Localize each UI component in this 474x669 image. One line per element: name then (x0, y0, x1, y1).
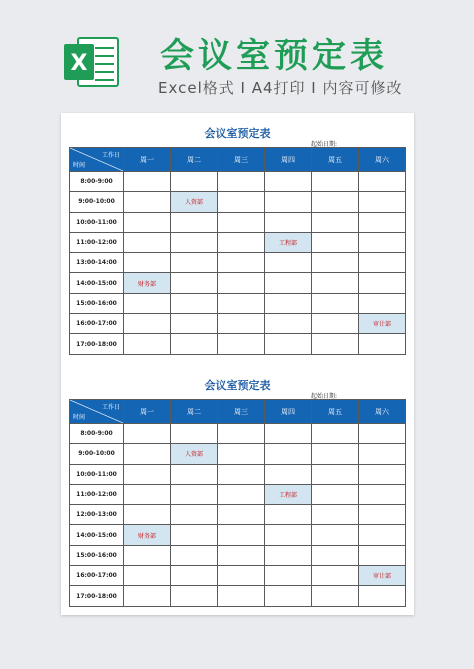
empty-slot-cell[interactable] (171, 273, 218, 293)
empty-slot-cell[interactable] (312, 444, 359, 464)
empty-slot-cell[interactable] (218, 232, 265, 252)
booking-cell[interactable]: 人资部 (171, 444, 218, 464)
empty-slot-cell[interactable] (218, 424, 265, 444)
table-row (70, 314, 406, 334)
empty-slot-cell[interactable] (218, 525, 265, 545)
table-row (70, 545, 406, 565)
empty-slot-cell[interactable] (171, 484, 218, 504)
empty-slot-cell[interactable] (171, 525, 218, 545)
empty-slot-cell[interactable] (218, 545, 265, 565)
time-slot-cell: 12:00-13:00 (70, 505, 124, 525)
empty-slot-cell[interactable] (312, 586, 359, 606)
empty-slot-cell[interactable] (359, 293, 406, 313)
day-header: 周四 (265, 400, 312, 424)
schedule-table (69, 399, 406, 607)
banner-subtitle: Excel格式 I A4打印 I 内容可修改 (158, 79, 403, 97)
empty-slot-cell[interactable] (171, 232, 218, 252)
empty-slot-cell[interactable] (312, 484, 359, 504)
day-header: 周六 (359, 400, 406, 424)
empty-slot-cell[interactable] (218, 505, 265, 525)
time-slot-cell: 17:00-18:00 (70, 586, 124, 606)
empty-slot-cell[interactable] (124, 464, 171, 484)
empty-slot-cell[interactable] (265, 566, 312, 586)
empty-slot-cell[interactable] (359, 232, 406, 252)
table-row (70, 505, 406, 525)
empty-slot-cell[interactable] (218, 293, 265, 313)
empty-slot-cell[interactable] (265, 293, 312, 313)
empty-slot-cell[interactable] (265, 545, 312, 565)
empty-slot-cell[interactable] (312, 314, 359, 334)
time-slot-cell: 8:00-9:00 (70, 424, 124, 444)
empty-slot-cell[interactable] (171, 566, 218, 586)
table-row (70, 566, 406, 586)
empty-slot-cell[interactable] (124, 212, 171, 232)
empty-slot-cell[interactable] (359, 505, 406, 525)
empty-slot-cell[interactable] (312, 424, 359, 444)
table-row (70, 232, 406, 252)
empty-slot-cell[interactable] (124, 253, 171, 273)
booking-cell[interactable]: 财务部 (124, 273, 171, 293)
table-row (70, 586, 406, 606)
time-slot-cell: 13:00-14:00 (70, 253, 124, 273)
empty-slot-cell[interactable] (171, 212, 218, 232)
empty-slot-cell[interactable] (218, 314, 265, 334)
empty-slot-cell[interactable] (359, 525, 406, 545)
day-header: 周五 (312, 148, 359, 172)
empty-slot-cell[interactable] (218, 484, 265, 504)
table-row (70, 464, 406, 484)
time-slot-cell: 15:00-16:00 (70, 293, 124, 313)
time-slot-cell: 14:00-15:00 (70, 525, 124, 545)
schedule-title: 会议室预定表 (204, 379, 271, 392)
empty-slot-cell[interactable] (312, 566, 359, 586)
empty-slot-cell[interactable] (312, 172, 359, 192)
empty-slot-cell[interactable] (265, 172, 312, 192)
empty-slot-cell[interactable] (124, 232, 171, 252)
time-slot-cell: 9:00-10:00 (70, 444, 124, 464)
table-row (70, 293, 406, 313)
empty-slot-cell[interactable] (218, 566, 265, 586)
booking-cell[interactable]: 人资部 (171, 192, 218, 212)
day-header: 周二 (171, 400, 218, 424)
day-header: 周五 (312, 400, 359, 424)
corner-time-label: 时间 (73, 162, 86, 169)
empty-slot-cell[interactable] (171, 545, 218, 565)
start-date-label: 起始日期: (311, 141, 338, 148)
time-slot-cell: 17:00-18:00 (70, 334, 124, 354)
template-banner (0, 0, 474, 110)
time-slot-cell: 10:00-11:00 (70, 464, 124, 484)
empty-slot-cell[interactable] (312, 505, 359, 525)
empty-slot-cell[interactable] (359, 424, 406, 444)
booking-cell[interactable]: 工程部 (265, 232, 312, 252)
booking-cell[interactable]: 审计部 (359, 314, 406, 334)
empty-slot-cell[interactable] (359, 192, 406, 212)
day-header: 周三 (218, 148, 265, 172)
table-row (70, 172, 406, 192)
empty-slot-cell[interactable] (218, 464, 265, 484)
empty-slot-cell[interactable] (124, 293, 171, 313)
time-slot-cell: 16:00-17:00 (70, 314, 124, 334)
empty-slot-cell[interactable] (171, 586, 218, 606)
booking-cell[interactable]: 审计部 (359, 566, 406, 586)
empty-slot-cell[interactable] (124, 586, 171, 606)
time-slot-cell: 10:00-11:00 (70, 212, 124, 232)
empty-slot-cell[interactable] (124, 334, 171, 354)
table-row (70, 273, 406, 293)
time-slot-cell: 11:00-12:00 (70, 232, 124, 252)
empty-slot-cell[interactable] (265, 424, 312, 444)
empty-slot-cell[interactable] (171, 464, 218, 484)
empty-slot-cell[interactable] (124, 424, 171, 444)
time-slot-cell: 14:00-15:00 (70, 273, 124, 293)
empty-slot-cell[interactable] (312, 464, 359, 484)
empty-slot-cell[interactable] (265, 525, 312, 545)
empty-slot-cell[interactable] (265, 212, 312, 232)
table-row (70, 484, 406, 504)
empty-slot-cell[interactable] (312, 192, 359, 212)
header-row (70, 148, 406, 172)
document-sheet (61, 113, 414, 615)
empty-slot-cell[interactable] (359, 212, 406, 232)
empty-slot-cell[interactable] (171, 505, 218, 525)
header-row (70, 400, 406, 424)
empty-slot-cell[interactable] (124, 505, 171, 525)
empty-slot-cell[interactable] (265, 273, 312, 293)
excel-icon (62, 36, 120, 88)
empty-slot-cell[interactable] (359, 484, 406, 504)
empty-slot-cell[interactable] (312, 334, 359, 354)
empty-slot-cell[interactable] (265, 505, 312, 525)
corner-header (70, 400, 124, 424)
empty-slot-cell[interactable] (218, 192, 265, 212)
empty-slot-cell[interactable] (265, 192, 312, 212)
booking-cell[interactable]: 工程部 (265, 484, 312, 504)
empty-slot-cell[interactable] (312, 273, 359, 293)
empty-slot-cell[interactable] (124, 314, 171, 334)
corner-header (70, 148, 124, 172)
empty-slot-cell[interactable] (218, 172, 265, 192)
time-slot-cell: 8:00-9:00 (70, 172, 124, 192)
empty-slot-cell[interactable] (124, 545, 171, 565)
empty-slot-cell[interactable] (312, 212, 359, 232)
empty-slot-cell[interactable] (265, 253, 312, 273)
empty-slot-cell[interactable] (265, 464, 312, 484)
table-row (70, 424, 406, 444)
time-slot-cell: 11:00-12:00 (70, 484, 124, 504)
empty-slot-cell[interactable] (359, 334, 406, 354)
empty-slot-cell[interactable] (124, 484, 171, 504)
empty-slot-cell[interactable] (218, 586, 265, 606)
empty-slot-cell[interactable] (171, 293, 218, 313)
empty-slot-cell[interactable] (359, 172, 406, 192)
empty-slot-cell[interactable] (171, 253, 218, 273)
empty-slot-cell[interactable] (171, 334, 218, 354)
corner-weekday-label: 工作日 (101, 152, 120, 159)
empty-slot-cell[interactable] (312, 232, 359, 252)
empty-slot-cell[interactable] (218, 273, 265, 293)
empty-slot-cell[interactable] (171, 314, 218, 334)
empty-slot-cell[interactable] (171, 424, 218, 444)
empty-slot-cell[interactable] (312, 545, 359, 565)
empty-slot-cell[interactable] (218, 212, 265, 232)
table-row (70, 444, 406, 464)
table-row (70, 192, 406, 212)
empty-slot-cell[interactable] (312, 253, 359, 273)
day-header: 周六 (359, 148, 406, 172)
empty-slot-cell[interactable] (359, 444, 406, 464)
empty-slot-cell[interactable] (218, 334, 265, 354)
corner-weekday-label: 工作日 (101, 404, 120, 411)
table-row (70, 212, 406, 232)
empty-slot-cell[interactable] (218, 444, 265, 464)
empty-slot-cell[interactable] (359, 273, 406, 293)
svg-text:X: X (70, 51, 88, 76)
empty-slot-cell[interactable] (359, 586, 406, 606)
schedule-table (69, 147, 406, 355)
empty-slot-cell[interactable] (124, 192, 171, 212)
time-slot-cell: 16:00-17:00 (70, 566, 124, 586)
empty-slot-cell[interactable] (312, 525, 359, 545)
time-slot-cell: 15:00-16:00 (70, 545, 124, 565)
empty-slot-cell[interactable] (265, 314, 312, 334)
day-header: 周三 (218, 400, 265, 424)
empty-slot-cell[interactable] (359, 464, 406, 484)
empty-slot-cell[interactable] (359, 253, 406, 273)
corner-time-label: 时间 (73, 414, 86, 421)
day-header: 周一 (124, 400, 171, 424)
empty-slot-cell[interactable] (312, 293, 359, 313)
time-slot-cell: 9:00-10:00 (70, 192, 124, 212)
schedule-title: 会议室预定表 (204, 127, 271, 140)
day-header: 周一 (124, 148, 171, 172)
empty-slot-cell[interactable] (171, 172, 218, 192)
table-row (70, 253, 406, 273)
empty-slot-cell[interactable] (218, 253, 265, 273)
banner-title: 会议室预定表 (160, 36, 388, 76)
empty-slot-cell[interactable] (124, 172, 171, 192)
empty-slot-cell[interactable] (265, 334, 312, 354)
empty-slot-cell[interactable] (265, 444, 312, 464)
empty-slot-cell[interactable] (124, 566, 171, 586)
day-header: 周二 (171, 148, 218, 172)
empty-slot-cell[interactable] (265, 586, 312, 606)
booking-cell[interactable]: 财务部 (124, 525, 171, 545)
empty-slot-cell[interactable] (359, 545, 406, 565)
table-row (70, 525, 406, 545)
day-header: 周四 (265, 148, 312, 172)
empty-slot-cell[interactable] (124, 444, 171, 464)
start-date-label: 起始日期: (311, 393, 338, 400)
table-row (70, 334, 406, 354)
